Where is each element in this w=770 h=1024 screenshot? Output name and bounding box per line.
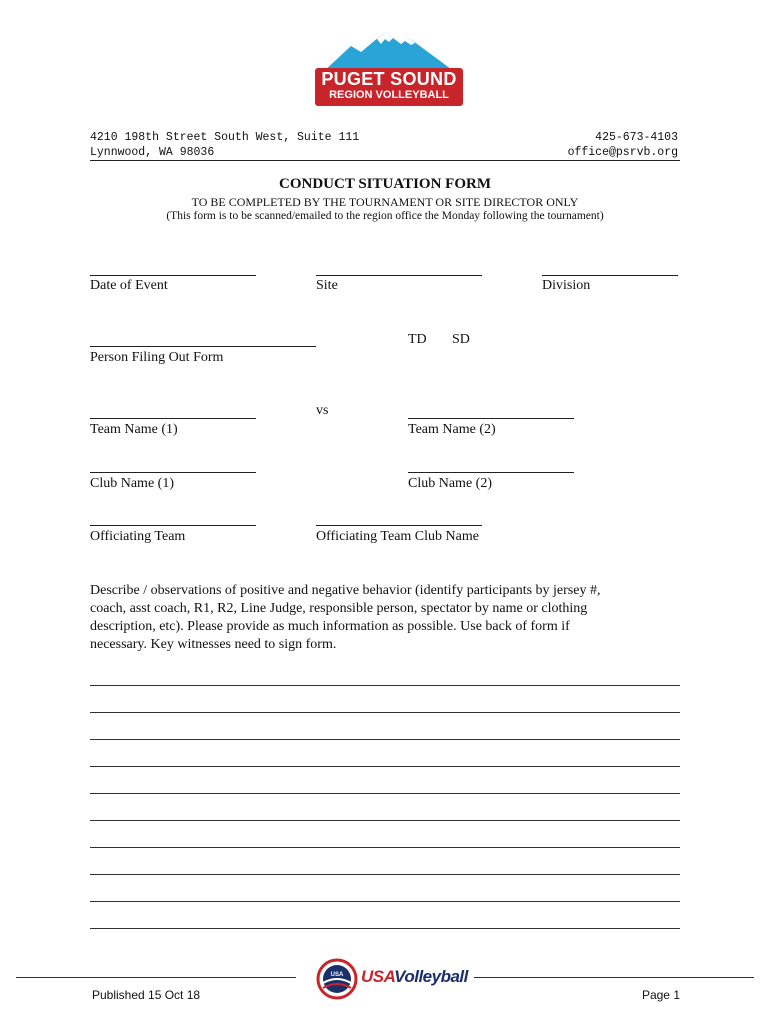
footer-rule-left xyxy=(16,977,296,978)
officiating-team-label: Officiating Team xyxy=(90,529,186,544)
description-line-4: necessary. Key witnesses need to sign form. xyxy=(90,637,337,652)
club1-label: Club Name (1) xyxy=(90,476,174,491)
usav-badge-text: USA xyxy=(330,972,344,978)
usav-wordmark-usa: USA xyxy=(361,967,395,986)
header-divider xyxy=(90,160,680,161)
date-of-event-field[interactable] xyxy=(90,275,256,276)
sd-option[interactable]: SD xyxy=(452,332,470,347)
description-line-1: Describe / observations of positive and negative behavior (identify participants by jersey #, xyxy=(90,583,601,598)
officiating-club-label: Officiating Team Club Name xyxy=(316,529,479,544)
description-writing-line[interactable] xyxy=(90,712,680,713)
description-writing-line[interactable] xyxy=(90,847,680,848)
description-writing-line[interactable] xyxy=(90,820,680,821)
address-city: Lynnwood, WA 98036 xyxy=(90,146,215,159)
description-writing-line[interactable] xyxy=(90,793,680,794)
form-note: (This form is to be scanned/emailed to the region office the Monday following the tournament) xyxy=(166,210,604,222)
description-writing-line[interactable] xyxy=(90,901,680,902)
form-subtitle: TO BE COMPLETED BY THE TOURNAMENT OR SITE DIRECTOR ONLY xyxy=(191,195,579,209)
form-title: CONDUCT SITUATION FORM xyxy=(279,176,491,192)
team1-field[interactable] xyxy=(90,418,256,419)
club1-field[interactable] xyxy=(90,472,256,473)
logo-text-line2: REGION VOLLEYBALL xyxy=(329,89,449,101)
description-instructions xyxy=(90,582,690,654)
officiating-team-field[interactable] xyxy=(90,525,256,526)
usa-volleyball-logo xyxy=(315,956,468,1002)
address-email: office@psrvb.org xyxy=(567,146,678,159)
description-line-2: coach, asst coach, R1, R2, Line Judge, responsible person, spectator by name or clothing xyxy=(90,601,588,616)
address-street: 4210 198th Street South West, Suite 111 xyxy=(90,131,360,144)
description-writing-line[interactable] xyxy=(90,685,680,686)
description-writing-line[interactable] xyxy=(90,874,680,875)
logo-text-line1: PUGET SOUND xyxy=(321,69,457,89)
team2-field[interactable] xyxy=(408,418,574,419)
site-field[interactable] xyxy=(316,275,482,276)
vs-label: vs xyxy=(316,403,329,418)
description-writing-line[interactable] xyxy=(90,928,680,929)
description-writing-line[interactable] xyxy=(90,766,680,767)
team2-label: Team Name (2) xyxy=(408,422,496,437)
usav-badge-icon xyxy=(315,956,359,1002)
division-field[interactable] xyxy=(542,275,678,276)
officiating-club-field[interactable] xyxy=(316,525,482,526)
page-number: Page 1 xyxy=(641,988,680,1002)
published-date: Published 15 Oct 18 xyxy=(92,988,201,1002)
person-filing-label: Person Filing Out Form xyxy=(90,350,224,365)
club2-field[interactable] xyxy=(408,472,574,473)
site-label: Site xyxy=(316,278,338,293)
division-label: Division xyxy=(542,278,591,293)
description-line-3: description, etc). Please provide as much information as possible. Use back of form if xyxy=(90,619,570,634)
footer-rule-right xyxy=(474,977,754,978)
puget-sound-logo xyxy=(305,30,465,110)
description-writing-line[interactable] xyxy=(90,739,680,740)
usav-wordmark xyxy=(361,967,468,987)
mountain-icon xyxy=(323,30,455,72)
usav-wordmark-volleyball: Volleyball xyxy=(394,967,468,986)
date-of-event-label: Date of Event xyxy=(90,278,168,293)
address-phone: 425-673-4103 xyxy=(595,131,678,144)
td-option[interactable]: TD xyxy=(408,332,427,347)
person-filing-field[interactable] xyxy=(90,346,316,347)
club2-label: Club Name (2) xyxy=(408,476,492,491)
team1-label: Team Name (1) xyxy=(90,422,178,437)
